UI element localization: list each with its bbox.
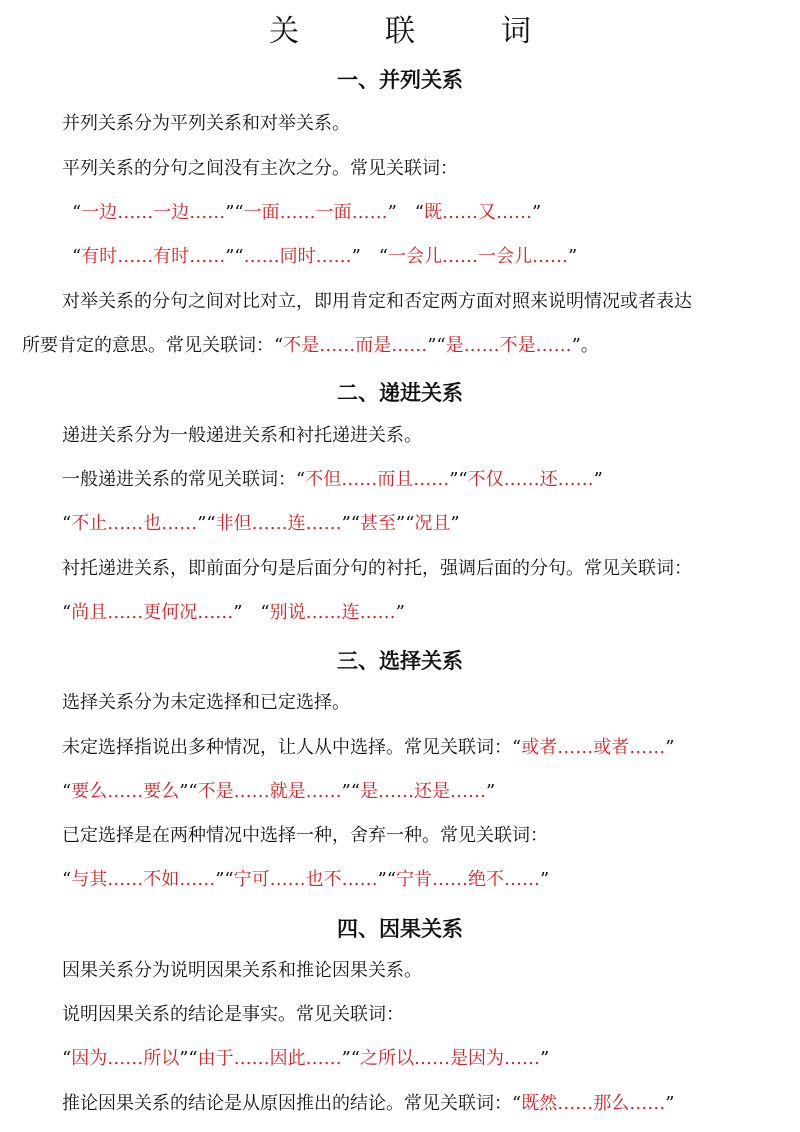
conjunction: 宁可……也不…… [233, 869, 378, 890]
paragraph: 递进关系分为一般递进关系和衬托递进关系。 [62, 425, 422, 446]
paragraph: 并列关系分为平列关系和对举关系。 [62, 113, 350, 134]
conjunction: 或者……或者…… [521, 737, 666, 758]
paragraph: 因果关系分为说明因果关系和推论因果关系。 [62, 960, 422, 981]
conjunction: 非但……连…… [215, 513, 342, 534]
paragraph: 已定选择是在两种情况中选择一种，舍弃一种。常见关联词： [62, 825, 548, 846]
conjunction: 由于……因此…… [197, 1048, 342, 1069]
conjunction-list: “与其……不如……”“宁可……也不……”“宁肯……绝不……” [62, 869, 550, 890]
paragraph: 选择关系分为未定选择和已定选择。 [62, 692, 350, 713]
conjunction: 既然……那么…… [521, 1093, 666, 1114]
conjunction-list: “有时……有时……”“……同时……” “一会儿……一会儿……” [72, 246, 578, 267]
conjunction: 因为……所以 [71, 1048, 180, 1069]
paragraph: 推论因果关系的结论是从原因推出的结论。常见关联词：“既然……那么……” [62, 1093, 675, 1114]
paragraph: 所要肯定的意思。常见关联词：“不是……而是……”“是……不是……”。 [22, 335, 599, 356]
conjunction-list: “一边……一边……”“一面……一面……” “既……又……” [72, 202, 542, 223]
conjunction: 一边……一边…… [81, 202, 226, 223]
conjunction: 不是……而是…… [283, 335, 428, 356]
conjunction: 一面……一面…… [243, 202, 388, 223]
conjunction: 别说……连…… [269, 602, 396, 623]
conjunction: 不止……也…… [71, 513, 198, 534]
conjunction: 有时……有时…… [81, 246, 226, 267]
conjunction: 况且 [414, 513, 451, 534]
paragraph: 衬托递进关系，即前面分句是后面分句的衬托，强调后面的分句。常见关联词： [62, 558, 692, 579]
section-heading-4: 四、因果关系 [337, 917, 463, 941]
conjunction-list: “不止……也……”“非但……连……”“甚至”“况且” [62, 513, 460, 534]
conjunction: 宁肯……绝不…… [396, 869, 541, 890]
paragraph: 说明因果关系的结论是事实。常见关联词： [62, 1004, 404, 1025]
conjunction: 之所以……是因为…… [360, 1048, 541, 1069]
paragraph: 平列关系的分句之间没有主次之分。常见关联词： [62, 158, 458, 179]
conjunction: 是……还是…… [360, 781, 487, 802]
conjunction: 甚至 [360, 513, 397, 534]
paragraph: 对举关系的分句之间对比对立，即用肯定和否定两方面对照来说明情况或者表达 [62, 291, 692, 312]
conjunction: 不仅……还…… [467, 469, 594, 490]
section-heading-3: 三、选择关系 [337, 649, 463, 673]
conjunction: 尚且……更何况…… [71, 602, 234, 623]
page-title: 关 联 词 [269, 14, 559, 49]
conjunction: 一会儿……一会儿…… [388, 246, 569, 267]
conjunction: ……同时…… [243, 246, 352, 267]
conjunction-list: “要么……要么”“不是……就是……”“是……还是……” [62, 781, 496, 802]
conjunction: 不但……而且…… [305, 469, 450, 490]
paragraph: 未定选择指说出多种情况，让人从中选择。常见关联词：“或者……或者……” [62, 737, 675, 758]
conjunction: 是……不是…… [445, 335, 572, 356]
conjunction: 不是……就是…… [197, 781, 342, 802]
section-heading-1: 一、并列关系 [337, 68, 463, 92]
conjunction: 要么……要么 [71, 781, 180, 802]
paragraph-text: 未定选择指说出多种情况，让人从中选择。常见关联词： [62, 737, 512, 758]
conjunction-list: “尚且……更何况……” “别说……连……” [62, 602, 405, 623]
conjunction: 与其……不如…… [71, 869, 216, 890]
paragraph-text: 所要肯定的意思。常见关联词： [22, 335, 274, 356]
conjunction: 既……又…… [424, 202, 533, 223]
paragraph-text: 一般递进关系的常见关联词： [62, 469, 296, 490]
conjunction-list: “因为……所以”“由于……因此……”“之所以……是因为……” [62, 1048, 550, 1069]
paragraph-text: 推论因果关系的结论是从原因推出的结论。常见关联词： [62, 1093, 512, 1114]
paragraph: 一般递进关系的常见关联词：“不但……而且……”“不仅……还……” [62, 469, 603, 490]
section-heading-2: 二、递进关系 [337, 381, 463, 405]
